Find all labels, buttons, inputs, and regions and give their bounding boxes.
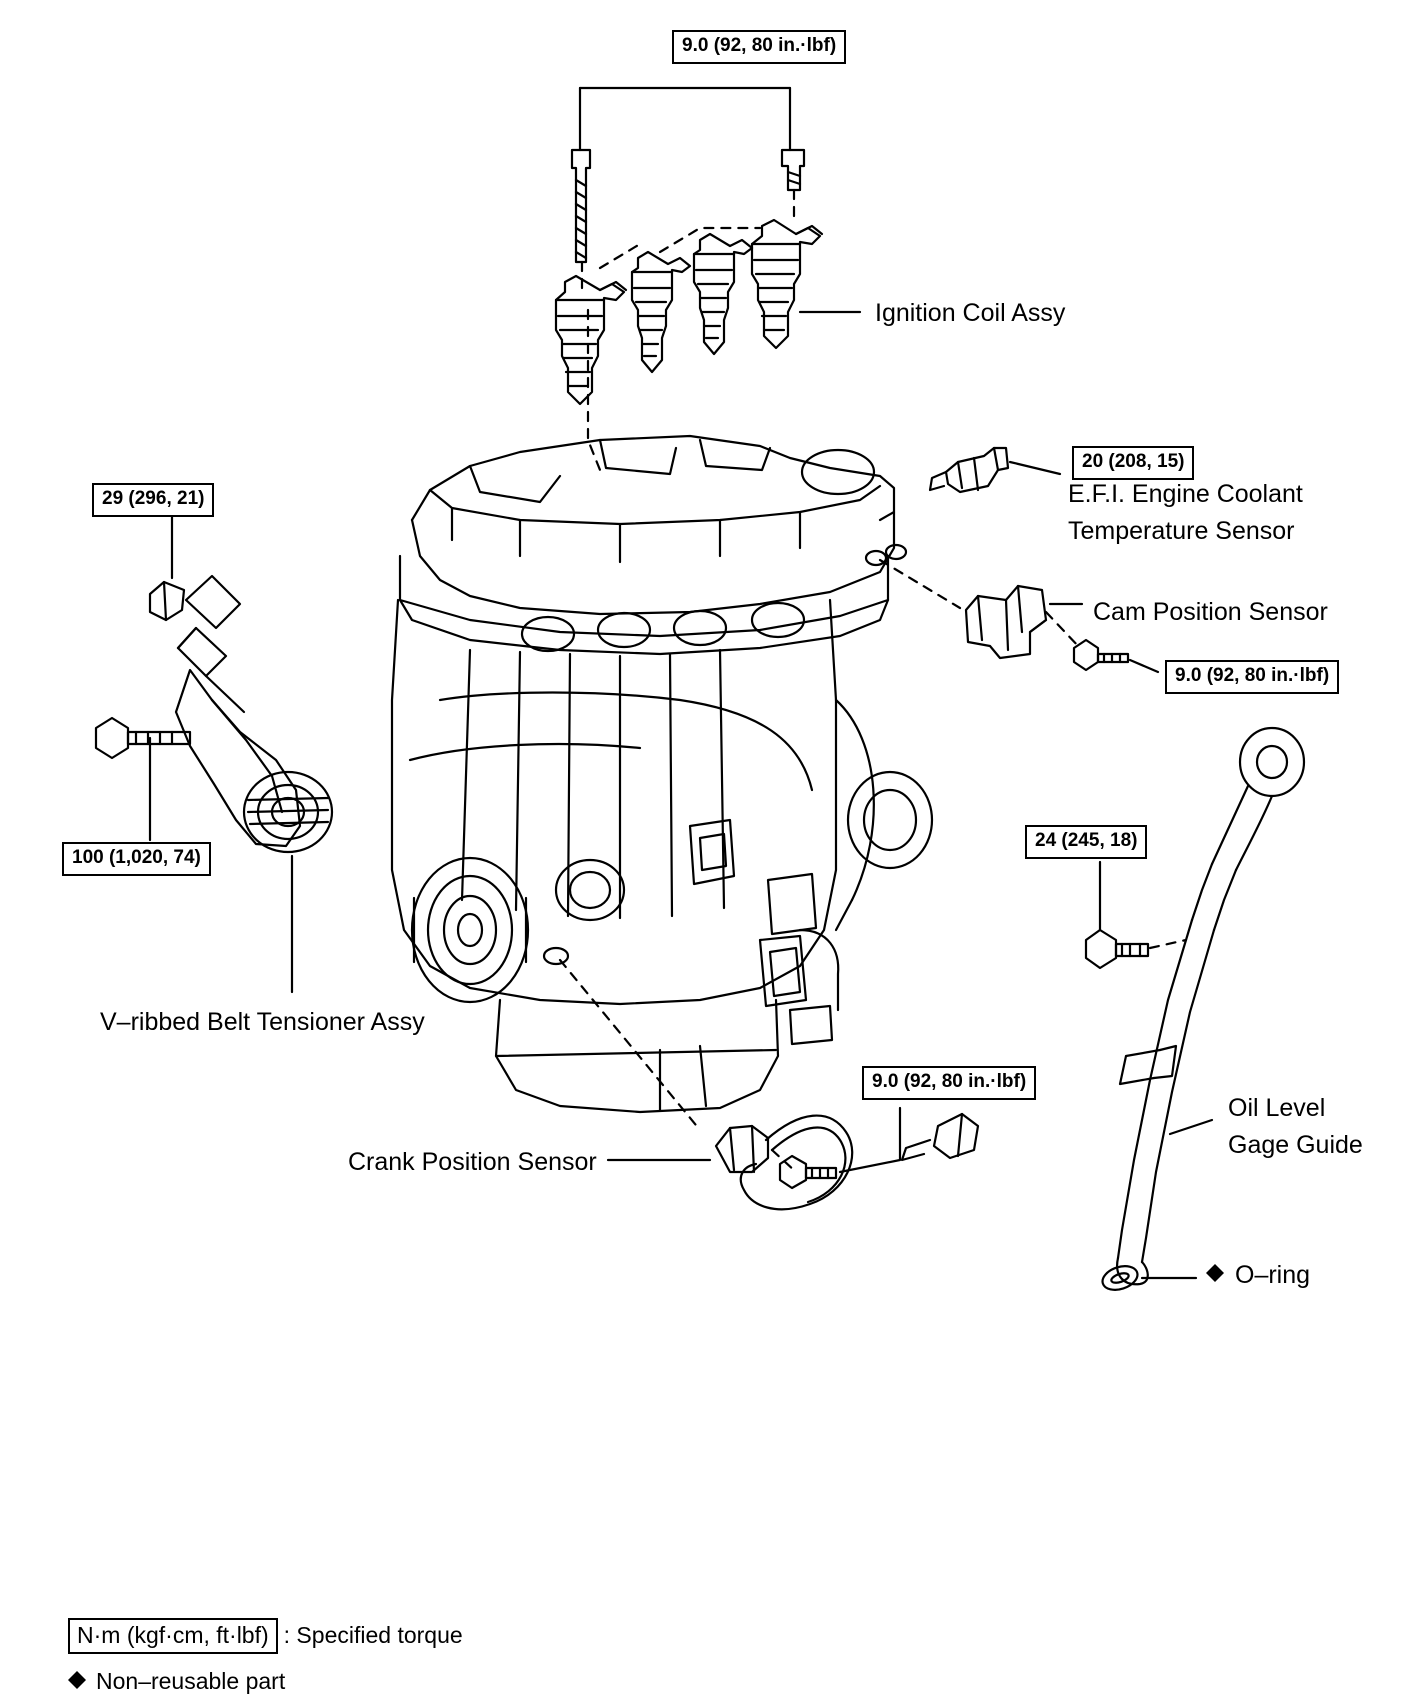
coil-bolt (782, 150, 804, 190)
ignition-coil-1 (556, 276, 626, 404)
assembly-dashed (560, 960, 700, 1130)
label-coolant-temp-sensor-line2: Temperature Sensor (1068, 517, 1295, 545)
legend-nonreusable-part (68, 1668, 285, 1695)
legend-specified-torque (68, 1618, 463, 1654)
assembly-dashed (880, 560, 960, 608)
leader-line (1170, 1120, 1212, 1134)
o-ring-diamond-icon (1206, 1264, 1224, 1287)
torque-callout-oil-level-gage-guide: 24 (245, 18) (1025, 825, 1147, 859)
label-crank-position-sensor: Crank Position Sensor (348, 1148, 597, 1176)
coil-to-engine-dashed (588, 310, 600, 470)
oil-gage-guide-bolt (1086, 930, 1148, 968)
v-ribbed-belt-tensioner (150, 576, 332, 852)
coil-stud-bolt (572, 150, 590, 262)
label-v-ribbed-belt-tensioner-assy: V–ribbed Belt Tensioner Assy (100, 1008, 425, 1036)
assembly-dashed (600, 244, 640, 268)
tensioner-pivot-bolt (96, 718, 190, 758)
assembly-dashed (1046, 612, 1080, 648)
label-o-ring: O–ring (1235, 1261, 1311, 1289)
label-coolant-temp-sensor-line1: E.F.I. Engine Coolant (1068, 480, 1303, 508)
torque-callout-coolant-temp-sensor: 20 (208, 15) (1072, 446, 1194, 480)
label-ignition-coil-assy: Ignition Coil Assy (875, 299, 1066, 327)
leader-line (1130, 660, 1158, 672)
legend-torque-text: : Specified torque (283, 1622, 463, 1648)
torque-callout-crank-position-sensor: 9.0 (92, 80 in.·lbf) (862, 1066, 1036, 1100)
ignition-coil-2 (632, 252, 690, 372)
ignition-coil-3 (694, 234, 752, 354)
cam-position-sensor (966, 586, 1046, 658)
cam-sensor-bolt (1074, 640, 1128, 670)
assembly-dashed (1150, 940, 1186, 948)
torque-callout-ignition-coil: 9.0 (92, 80 in.·lbf) (672, 30, 846, 64)
assembly-dashed (660, 228, 760, 252)
nonreusable-diamond-icon (68, 1662, 86, 1680)
crank-sensor-bolt (780, 1156, 836, 1188)
torque-callout-cam-position-sensor: 9.0 (92, 80 in.·lbf) (1165, 660, 1339, 694)
oil-level-gage-guide (1117, 728, 1304, 1284)
crank-pulley (412, 858, 528, 1002)
leader-line (1010, 462, 1060, 474)
ignition-coil-4 (752, 220, 822, 348)
coolant-temperature-sensor (930, 448, 1008, 492)
legend-torque-units: N·m (kgf·cm, ft·lbf) (68, 1618, 278, 1654)
label-cam-position-sensor: Cam Position Sensor (1093, 598, 1328, 626)
crank-position-sensor (716, 1114, 978, 1209)
label-oil-level-gage-guide-line2: Gage Guide (1228, 1131, 1363, 1159)
torque-callout-tensioner-pivot: 29 (296, 21) (92, 483, 214, 517)
engine-block (392, 436, 932, 1112)
label-oil-level-gage-guide-line1: Oil Level (1228, 1094, 1326, 1122)
legend-nonreusable-text: Non–reusable part (96, 1668, 286, 1694)
torque-callout-tensioner-bolt: 100 (1,020, 74) (62, 842, 211, 876)
